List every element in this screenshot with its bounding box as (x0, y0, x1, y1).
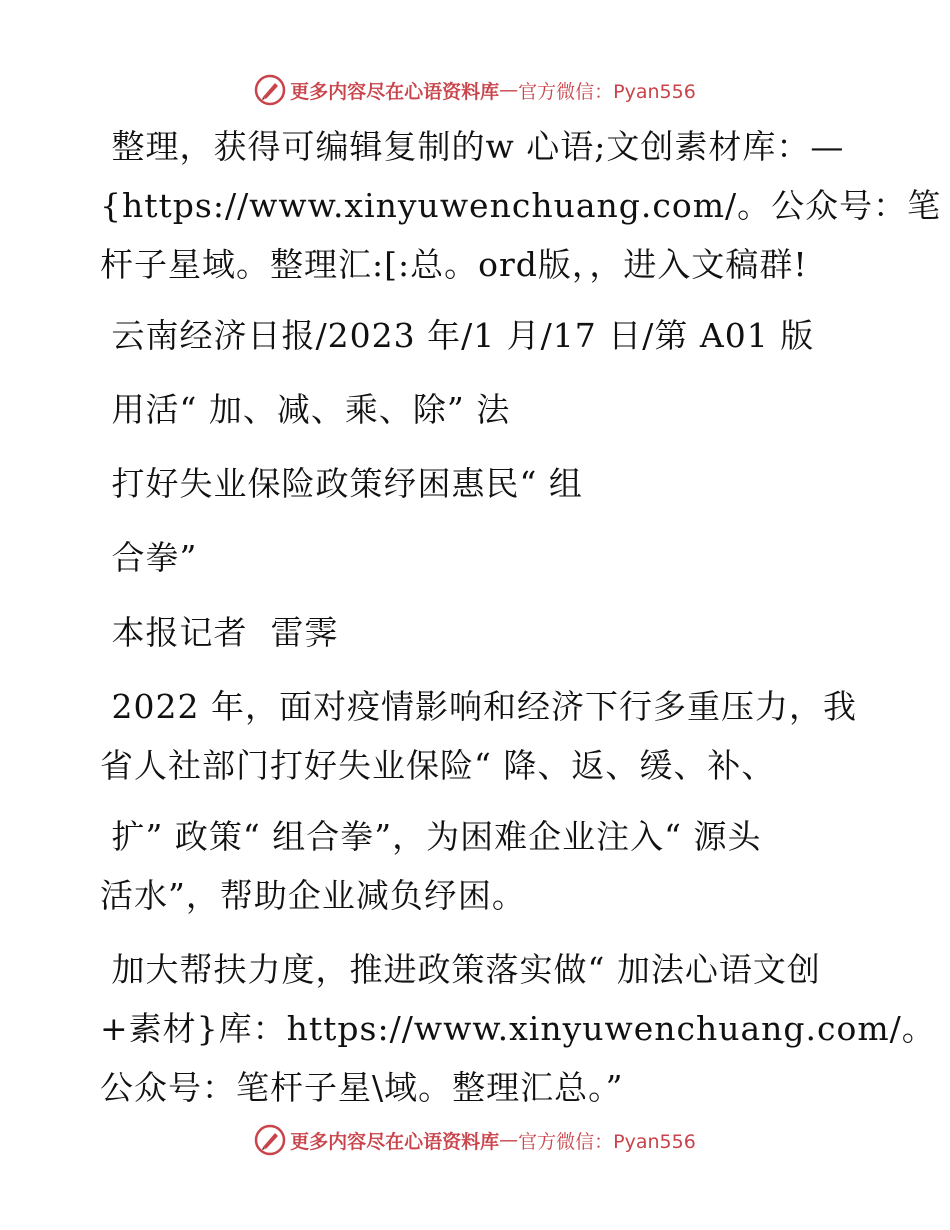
header-banner-separator: — (499, 79, 519, 101)
text-line: 打好失业保险政策纾困惠民“ 组 (100, 464, 583, 503)
footer-banner-wechat: 官方微信：Pyan556 (518, 1130, 696, 1153)
footer-banner-text: 更多内容尽在心语资料库 (290, 1130, 500, 1153)
text-line: 扩” 政策“ 组合拳”，为困难企业注入“ 源头 (100, 817, 762, 856)
pen-logo-icon (254, 1124, 286, 1156)
text-line: {https://www.xinyuwenchuang.com/。公众号：笔 (100, 186, 942, 225)
header-banner-text: 更多内容尽在心语资料库 (290, 80, 500, 103)
text-line: 活水”，帮助企业减负纾困。 (100, 876, 526, 915)
header-banner (0, 70, 950, 110)
text-line: 本报记者 雷霁 (100, 613, 339, 652)
footer-banner-separator: — (499, 1129, 519, 1151)
text-line: 云南经济日报/2023 年/1 月/17 日/第 A01 版 (100, 316, 815, 355)
text-line: 省人社部门打好失业保险“ 降、返、缓、补、 (100, 746, 776, 785)
text-line: +素材}库：https://www.xinyuwenchuang.com/。 (100, 1009, 936, 1048)
text-line: 用活“ 加、减、乘、除” 法 (100, 390, 511, 429)
text-line: 公众号：笔杆子星\域。整理汇总。” (100, 1068, 624, 1107)
text-line: 整理，获得可编辑复制的w 心语;文创素材库：— (100, 127, 845, 166)
text-line: 杆子星域。整理汇:[:总。ord版，，进入文稿群! (100, 245, 808, 284)
text-line: 加大帮扶力度，推进政策落实做“ 加法心语文创 (100, 950, 821, 989)
footer-banner (0, 1120, 950, 1160)
text-line: 合拳” (100, 538, 198, 577)
pen-logo-icon (254, 74, 286, 106)
text-line: 2022 年，面对疫情影响和经济下行多重压力，我 (100, 687, 857, 726)
header-banner-wechat: 官方微信：Pyan556 (518, 80, 696, 103)
